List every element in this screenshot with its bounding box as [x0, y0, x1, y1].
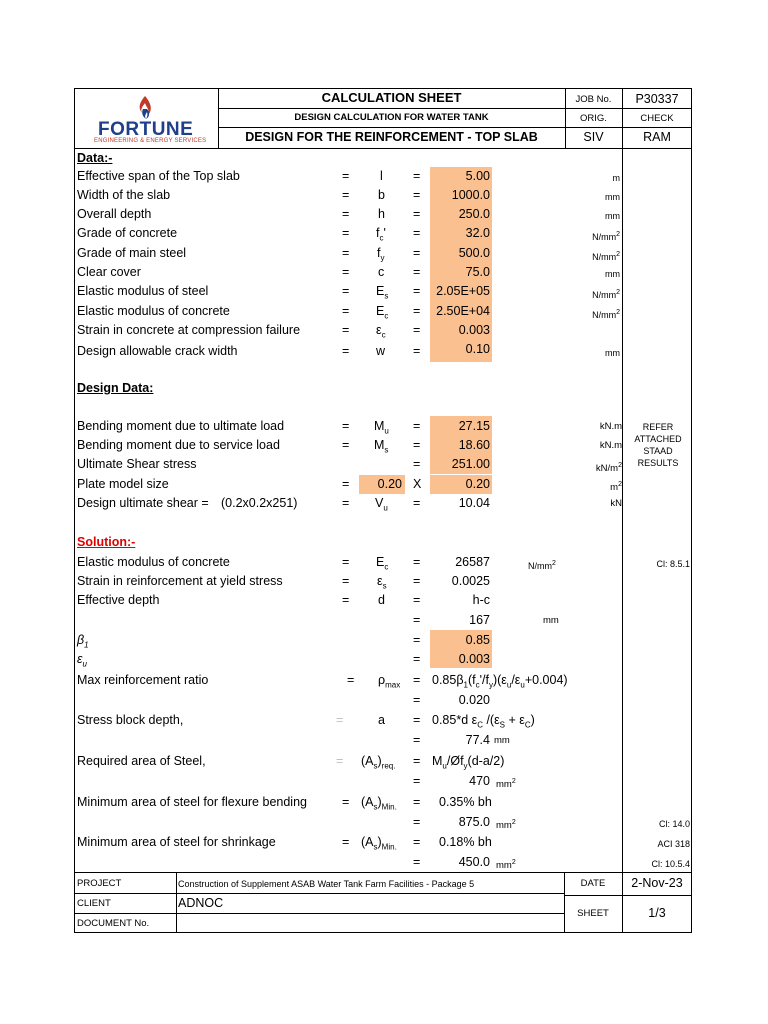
date-value: 2-Nov-23: [631, 876, 683, 890]
row-label: Grade of concrete: [77, 226, 178, 240]
code-reference: ACI 318: [657, 839, 690, 849]
unit-label: $N/mm^2$: [592, 309, 620, 320]
unit-label: mm: [605, 192, 620, 202]
document-label: DOCUMENT No.: [77, 918, 150, 929]
input-value[interactable]: 0.003: [458, 323, 490, 337]
equals-sign: =: [413, 169, 421, 183]
symbol-es: $E_s$: [376, 284, 389, 301]
project-label: PROJECT: [77, 878, 122, 889]
code-reference: Cl: 8.5.1: [656, 559, 690, 569]
unit-label: $mm^2$: [496, 778, 516, 791]
job-label: JOB No.: [575, 94, 612, 105]
equals-sign: =: [413, 713, 421, 727]
equals-sign: =: [413, 574, 421, 588]
row-label: Plate model size: [77, 477, 169, 491]
row-label: Elastic modulus of concrete: [77, 555, 230, 569]
equals-sign: =: [413, 438, 421, 452]
symbol-ec: $E_c$: [376, 555, 389, 572]
symbol: w: [376, 344, 386, 358]
symbol-epsilon-u: $\varepsilon_u$: [77, 652, 87, 669]
input-value[interactable]: 2.05E+05: [436, 284, 490, 298]
input-value[interactable]: 1000.0: [451, 188, 490, 202]
equals-sign: =: [413, 613, 421, 627]
equals-sign: =: [413, 457, 421, 471]
unit-label: $N/mm^2$: [592, 251, 620, 262]
sheet-label: SHEET: [577, 908, 609, 919]
symbol-vu: $V_u$: [375, 496, 388, 513]
unit-label: $mm^2$: [496, 859, 516, 872]
symbol-rho-max: $\rho_{max}$: [378, 673, 401, 690]
row-label: Effective depth: [77, 593, 160, 607]
input-value[interactable]: 32.0: [465, 226, 490, 240]
unit-label: mm: [494, 735, 510, 746]
formula-required-area: $M_u/Øf_y(d-a/2)$: [432, 754, 505, 771]
equals-sign: =: [413, 555, 421, 569]
design-title: DESIGN FOR THE REINFORCEMENT - TOP SLAB: [245, 130, 538, 144]
solution-heading: Solution:-: [77, 535, 136, 549]
formula-stress-block: 0.85*d $\varepsilon_C$ $/(\varepsilon_S + \varepsilon_C)$: [432, 713, 535, 730]
unit-label: $mm^2$: [496, 819, 516, 832]
output-value: 470: [469, 774, 490, 788]
unit-label: kN: [610, 498, 622, 509]
input-value[interactable]: 0.20: [377, 477, 402, 491]
design-data-heading: Design Data:: [77, 381, 154, 395]
equals-sign: =: [347, 673, 355, 687]
equals-sign: =: [413, 673, 421, 687]
unit-label: mm: [605, 348, 620, 358]
equals-sign: =: [413, 419, 421, 433]
equals-sign: =: [413, 754, 421, 768]
equals-sign: =: [342, 419, 350, 433]
equals-sign: =: [342, 438, 350, 452]
formula: 0.18% bh: [439, 835, 492, 849]
equals-sign: =: [342, 246, 350, 260]
row-label: Strain in reinforcement at yield stress: [77, 574, 283, 588]
company-name: FORTUNE: [98, 119, 194, 140]
equals-sign: =: [342, 304, 350, 318]
formula: 0.35% bh: [439, 795, 492, 809]
equals-sign: =: [413, 226, 421, 240]
output-value: 26587: [455, 555, 490, 569]
header-divider: [74, 148, 692, 149]
symbol: b: [378, 188, 385, 202]
output-value: 0.0025: [451, 574, 490, 588]
row-label: Minimum area of steel for flexure bending: [77, 795, 307, 809]
symbol-ms: $M_s$: [374, 438, 389, 455]
row-label: Bending moment due to ultimate load: [77, 419, 285, 433]
orig-label: ORIG.: [580, 113, 607, 124]
row-label: Clear cover: [77, 265, 141, 279]
symbol-as-req: $(A_s)_{req.}$: [361, 754, 396, 771]
row-label: Width of the slab: [77, 188, 171, 202]
input-value[interactable]: 500.0: [458, 246, 490, 260]
row-label: Grade of main steel: [77, 246, 187, 260]
output-value: 167: [469, 613, 490, 627]
check-value: RAM: [643, 130, 671, 144]
input-value[interactable]: 18.60: [458, 438, 490, 452]
data-heading: Data:-: [77, 151, 113, 165]
row-label: Minimum area of steel for shrinkage: [77, 835, 276, 849]
equals-sign: =: [336, 754, 344, 768]
input-value[interactable]: 27.15: [458, 419, 490, 433]
input-value[interactable]: 250.0: [458, 207, 490, 221]
row-label: Bending moment due to service load: [77, 438, 280, 452]
footer-divider: [176, 872, 177, 933]
row-label: Elastic modulus of steel: [77, 284, 209, 298]
job-number: P30337: [635, 92, 679, 106]
equals-sign: =: [342, 265, 350, 279]
input-value[interactable]: 2.50E+04: [436, 304, 490, 318]
client-label: CLIENT: [77, 898, 111, 909]
unit-label: $N/mm^2$: [592, 231, 620, 242]
formula-rho-max: $0.85\beta_1(f_c'/f_y)(\varepsilon_u/\varepsilon_u+0.004)$: [432, 673, 568, 690]
unit-label: $N/mm^2$: [528, 560, 556, 571]
equals-sign: =: [413, 323, 421, 337]
equals-sign: =: [413, 593, 421, 607]
symbol-fy: $f_y$: [377, 246, 385, 263]
unit-label: $m^2$: [610, 481, 622, 494]
output-value: 10.04: [458, 496, 490, 510]
symbol-as-min: $(A_s)_{Min.}$: [361, 795, 397, 812]
unit-label: mm: [543, 615, 559, 626]
equals-sign: =: [413, 652, 421, 666]
equals-sign: =: [342, 344, 350, 358]
input-value[interactable]: 0.85: [465, 633, 490, 647]
equals-sign: =: [342, 323, 350, 337]
unit-label: mm: [605, 211, 620, 221]
symbol-fc: $f_c'$: [376, 226, 386, 243]
equals-sign: =: [342, 284, 350, 298]
symbol-as-min: $(A_s)_{Min.}$: [361, 835, 397, 852]
row-label: Required area of Steel,: [77, 754, 206, 768]
input-value[interactable]: 75.0: [465, 265, 490, 279]
staad-remark: REFER ATTACHED STAAD RESULTS: [634, 422, 682, 468]
date-label: DATE: [580, 878, 606, 889]
row-label: Effective span of the Top slab: [77, 169, 240, 183]
footer-divider: [74, 913, 564, 914]
header-divider: [218, 108, 692, 109]
orig-value: SIV: [583, 130, 604, 144]
equals-sign: =: [336, 713, 344, 727]
input-value[interactable]: 5.00: [465, 169, 490, 183]
symbol: h: [378, 207, 385, 221]
input-value[interactable]: 0.10: [465, 342, 490, 356]
formula: h-c: [472, 593, 490, 607]
unit-label: m: [612, 173, 620, 183]
code-reference: Cl: 14.0: [658, 819, 690, 829]
equals-sign: =: [342, 226, 350, 240]
equals-sign: =: [342, 795, 350, 809]
footer-divider: [564, 895, 692, 896]
sheet-value: 1/3: [648, 906, 666, 920]
symbol: a: [378, 713, 385, 727]
output-value: 875.0: [458, 815, 490, 829]
equals-sign: =: [342, 555, 350, 569]
symbol-mu: $M_u$: [374, 419, 389, 436]
header-divider: [218, 127, 692, 128]
equals-sign: =: [413, 633, 421, 647]
sheet-subtitle: DESIGN CALCULATION FOR WATER TANK: [294, 112, 489, 123]
equals-sign: =: [413, 733, 421, 747]
row-label: Max reinforcement ratio: [77, 673, 209, 687]
footer-divider: [74, 872, 692, 873]
equals-sign: =: [413, 207, 421, 221]
equals-sign: =: [342, 169, 350, 183]
output-value: 450.0: [458, 855, 490, 869]
flame-icon: [134, 95, 156, 121]
equals-sign: =: [413, 795, 421, 809]
equals-sign: =: [413, 835, 421, 849]
symbol-epsilon-s: $\varepsilon_s$: [377, 574, 387, 591]
equals-sign: =: [413, 265, 421, 279]
symbol: d: [378, 593, 385, 607]
equals-sign: =: [413, 284, 421, 298]
row-label: Stress block depth,: [77, 713, 184, 727]
equals-sign: =: [413, 855, 421, 869]
equals-sign: =: [413, 344, 421, 358]
sheet-title: CALCULATION SHEET: [321, 90, 462, 105]
equals-sign: =: [413, 304, 421, 318]
equals-sign: =: [342, 835, 350, 849]
equals-sign: =: [413, 774, 421, 788]
symbol-ec: $E_c$: [376, 304, 389, 321]
row-label: Strain in concrete at compression failure: [77, 323, 301, 337]
unit-label: kN.m: [599, 421, 622, 432]
equals-sign: =: [342, 207, 350, 221]
input-value[interactable]: 0.003: [458, 652, 490, 666]
client-value: ADNOC: [178, 896, 224, 910]
symbol: c: [378, 265, 385, 279]
footer-divider: [74, 893, 564, 894]
equals-sign: =: [342, 574, 350, 588]
symbol-epsilon-c: $\varepsilon_c$: [376, 323, 386, 340]
unit-label: mm: [605, 269, 620, 279]
output-value: 0.020: [458, 693, 490, 707]
project-value: Construction of Supplement ASAB Water Tank Farm Facilities - Package 5: [178, 879, 475, 889]
input-value[interactable]: 251.00: [451, 457, 490, 471]
equals-sign: =: [413, 496, 421, 510]
row-label: Design ultimate shear =: [77, 496, 209, 510]
symbol-beta1: $\beta_1$: [77, 633, 89, 650]
equals-sign: =: [413, 246, 421, 260]
row-label: Design allowable crack width: [77, 344, 238, 358]
code-reference: Cl: 10.5.4: [651, 859, 690, 869]
equals-sign: =: [342, 188, 350, 202]
row-label: Overall depth: [77, 207, 152, 221]
equals-sign: =: [342, 496, 350, 510]
equals-sign: =: [413, 188, 421, 202]
column-divider: [622, 148, 623, 872]
times-sign: X: [413, 477, 422, 491]
output-value: 77.4: [465, 733, 490, 747]
check-label: CHECK: [640, 113, 674, 124]
unit-label: $kN/m^2$: [595, 462, 622, 475]
company-tagline: ENGINEERING & ENERGY SERVICES: [94, 138, 207, 144]
row-label: Ultimate Shear stress: [77, 457, 197, 471]
unit-label: kN.m: [599, 440, 622, 451]
equals-sign: =: [413, 693, 421, 707]
equals-sign: =: [413, 815, 421, 829]
row-label: Elastic modulus of concrete: [77, 304, 230, 318]
input-value[interactable]: 0.20: [465, 477, 490, 491]
equals-sign: =: [342, 477, 350, 491]
unit-label: $N/mm^2$: [592, 289, 620, 300]
equals-sign: =: [342, 593, 350, 607]
row-note: (0.2x0.2x251): [221, 496, 298, 510]
